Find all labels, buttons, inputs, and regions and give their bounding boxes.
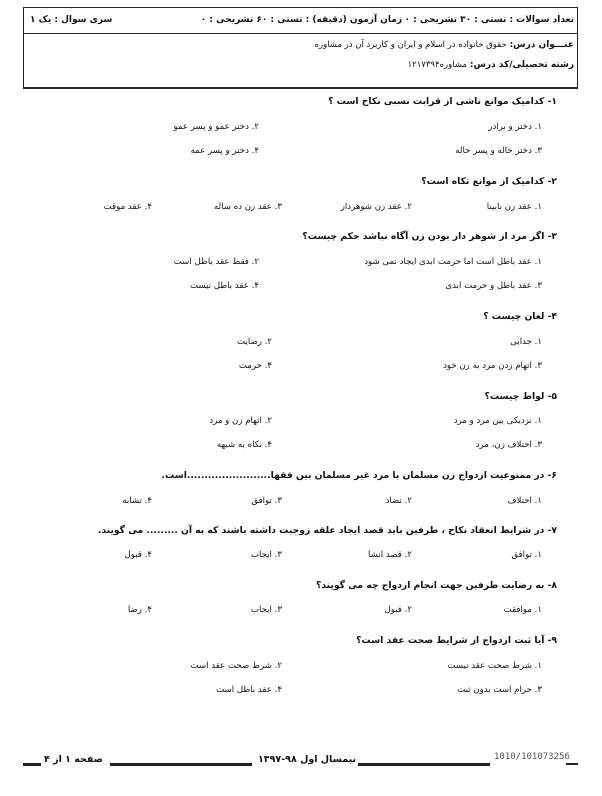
q6-option-3[interactable]: ۳. توافق bbox=[251, 496, 282, 506]
q3-option-2[interactable]: ۲. فقط عقد باطل است bbox=[173, 257, 259, 267]
q6-option-1[interactable]: ۱. اختلاف bbox=[507, 496, 542, 506]
footer-bar-left bbox=[23, 763, 41, 766]
q3-option-4[interactable]: ۴. عقد باطل نیست bbox=[190, 281, 259, 291]
exam-time: زمان آزمون (دقیقه) : تستی : ۶۰ تشریحی : ۰ bbox=[200, 15, 402, 25]
question-3: ۳- اگر مرد از شوهر دار بودن زن آگاه نباشد حکم چیست؟ bbox=[302, 231, 557, 242]
q5-option-2[interactable]: ۲. اتهام زن و مرد bbox=[209, 416, 272, 426]
q7-option-2[interactable]: ۲. قصد انشا bbox=[368, 550, 412, 560]
header-divider bbox=[23, 33, 578, 34]
q5-option-4[interactable]: ۴. نکاه به شبهه bbox=[216, 440, 272, 450]
course-title: حقوق خانواده در اسلام و ایران و کاربرد آن در مشاوره bbox=[314, 40, 507, 50]
q4-option-3[interactable]: ۳. اتهام زدن مرد به زن خود bbox=[443, 361, 542, 371]
footer-bar-mid-left bbox=[110, 763, 252, 766]
q8-option-2[interactable]: ۲. قبول bbox=[384, 605, 412, 615]
q1-option-4[interactable]: ۴. دختر و پسر عمه bbox=[190, 146, 259, 156]
question-1: ۱- کدامیک موانع ناشی از قرابت نسبی نکاح است ؟ bbox=[328, 96, 557, 107]
field-row bbox=[408, 60, 574, 70]
q9-option-3[interactable]: ۳. حرام است بدون ثبت bbox=[457, 685, 542, 695]
footer-bar-mid-right bbox=[358, 763, 490, 766]
q5-option-1[interactable]: ۱. نزدیکی بین مرد و مرد bbox=[453, 416, 542, 426]
q8-option-4[interactable]: ۴. رضا bbox=[127, 605, 152, 615]
q1-option-3[interactable]: ۳. دختر خاله و پسر خاله bbox=[455, 146, 542, 156]
q7-option-1[interactable]: ۱. توافق bbox=[511, 550, 542, 560]
q1-option-1[interactable]: ۱. دختر و برادر bbox=[488, 122, 542, 132]
exam-code: 1010/101073256 bbox=[494, 752, 570, 762]
q4-option-4[interactable]: ۴. حرمت bbox=[238, 361, 272, 371]
question-9: ۹- آیا ثبت ازدواج از شرایط صحت عقد است؟ bbox=[356, 635, 557, 646]
q3-option-1[interactable]: ۱. عقد باطل است اما حرمت ابدی ایجاد نمی شود bbox=[364, 257, 542, 267]
q9-option-1[interactable]: ۱. شرط صحت عقد نیست bbox=[447, 661, 542, 671]
q3-option-3[interactable]: ۳. عقد باطل و حرمت ابدی bbox=[445, 281, 542, 291]
q8-option-1[interactable]: ۱. موافقت bbox=[503, 605, 542, 615]
field-value: مشاوره۱۲۱۷۳۹۴ bbox=[407, 60, 467, 70]
footer-bar-right bbox=[566, 763, 578, 765]
question-4: ۴- لعان چیست ؟ bbox=[483, 311, 557, 322]
semester: نیمسال اول ۹۸-۱۳۹۷ bbox=[258, 754, 357, 765]
series: سری سوال : یک ۱ bbox=[30, 15, 113, 25]
question-8: ۸- به رضایت طرفین جهت انجام ازدواج چه می گویند؟ bbox=[316, 580, 557, 591]
q7-option-4[interactable]: ۴. قبول bbox=[124, 550, 152, 560]
question-6: ۶- در ممنوعیت ازدواج زن مسلمان با مرد غیر مسلمان بین فقها........................است. bbox=[161, 470, 557, 481]
q2-option-1[interactable]: ۱. عقد زن نابینا bbox=[486, 202, 542, 212]
question-5: ۵- لواط چیست؟ bbox=[484, 391, 557, 402]
q6-option-2[interactable]: ۲. تضاد bbox=[385, 496, 412, 506]
q2-option-3[interactable]: ۳. عقد زن ده ساله bbox=[213, 202, 282, 212]
q2-option-2[interactable]: ۲. عقد زن شوهردار bbox=[340, 202, 412, 212]
page-number: صفحه ۱ از ۴ bbox=[44, 754, 103, 765]
course-title-row bbox=[315, 40, 574, 50]
q9-option-4[interactable]: ۴. عقد باطل است bbox=[216, 685, 282, 695]
question-7: ۷- در شرایط انعقاد نکاح ، طرفین باید قصد ایجاد علقه زوجیت داشته باشند که به آن ......... می گویند. bbox=[97, 525, 557, 536]
q8-option-3[interactable]: ۳. ایجاب bbox=[250, 605, 282, 615]
course-title-label: عنـــوان درس: bbox=[509, 40, 574, 50]
q9-option-2[interactable]: ۲. شرط صحت عقد است bbox=[190, 661, 282, 671]
q7-option-3[interactable]: ۳. ایجاب bbox=[250, 550, 282, 560]
q5-option-3[interactable]: ۳. اختلاف زن، مرد bbox=[475, 440, 542, 450]
question-2: ۲- کدامیک از موانع نکاه است؟ bbox=[421, 176, 557, 187]
q2-option-4[interactable]: ۴. عقد موقت bbox=[103, 202, 152, 212]
q4-option-2[interactable]: ۲. رضایت bbox=[237, 337, 272, 347]
q1-option-2[interactable]: ۲. دختر عمو و پسر عمو bbox=[173, 122, 259, 132]
q6-option-4[interactable]: ۴. تشابه bbox=[122, 496, 152, 506]
q4-option-1[interactable]: ۱. جدایی bbox=[510, 337, 542, 347]
question-count: تعداد سوالات : تستی : ۳۰ تشریحی : ۰ bbox=[404, 15, 574, 25]
field-label: رشته تحصیلی/کد درس: bbox=[469, 60, 574, 70]
header-bottom-line bbox=[23, 87, 578, 88]
